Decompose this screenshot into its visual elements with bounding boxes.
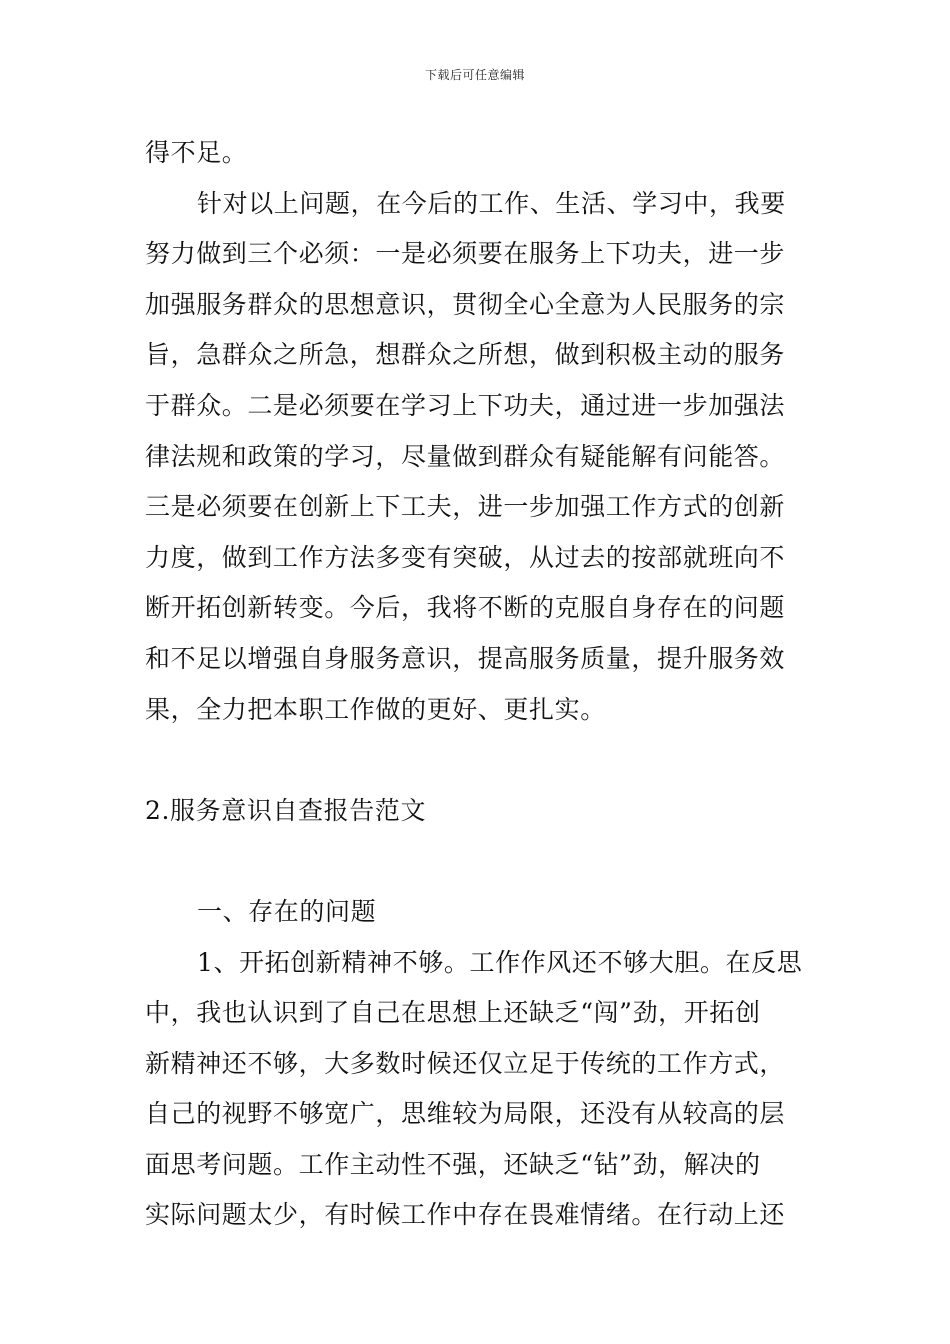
text-line: 中，我也认识到了自己在思想上还缺乏“闯”劲，开拓创 — [145, 998, 761, 1028]
text-line: 自己的视野不够宽广，思维较为局限，还没有从较高的层 — [145, 1099, 786, 1129]
blank-line — [145, 836, 810, 887]
text-line: 果，全力把本职工作做的更好、更扎实。 — [145, 694, 606, 724]
text-line: 实际问题太少，有时候工作中存在畏难情绪。在行动上还 — [145, 1200, 786, 1230]
paragraph-first-line: 1、开拓创新精神不够。工作作风还不够大胆。在反思 — [197, 947, 803, 977]
text-line: 和不足以增强自身服务意识，提高服务质量，提升服务效 — [145, 643, 786, 673]
text-line: 律法规和政策的学习，尽量做到群众有疑能解有问能答。 — [145, 441, 786, 471]
page-header: 下载后可任意编辑 — [424, 68, 525, 82]
text-line: 得不足。 — [145, 138, 248, 167]
document-body — [145, 128, 810, 1241]
text-line: 断开拓创新转变。今后，我将不断的克服自身存在的问题 — [145, 593, 786, 623]
text-line: 于群众。二是必须要在学习上下功夫，通过进一步加强法 — [145, 390, 786, 420]
blank-line — [145, 735, 810, 786]
text-line: 努力做到三个必须：一是必须要在服务上下功夫，进一步 — [145, 239, 786, 269]
text-line: 面思考问题。工作主动性不强，还缺乏“钻”劲，解决的 — [145, 1149, 761, 1179]
text-line: 旨，急群众之所急，想群众之所想，做到积极主动的服务 — [145, 340, 786, 370]
section-heading: 2.服务意识自查报告范文 — [145, 795, 427, 825]
text-line: 加强服务群众的思想意识，贯彻全心全意为人民服务的宗 — [145, 289, 786, 319]
paragraph-first-line: 针对以上问题，在今后的工作、生活、学习中，我要 — [197, 188, 786, 218]
text-line: 三是必须要在创新上下工夫，进一步加强工作方式的创新 — [145, 492, 786, 522]
text-line: 力度，做到工作方法多变有突破，从过去的按部就班向不 — [145, 542, 786, 572]
text-line: 新精神还不够，大多数时候还仅立足于传统的工作方式， — [145, 1048, 786, 1078]
subsection-heading: 一、存在的问题 — [197, 896, 377, 926]
